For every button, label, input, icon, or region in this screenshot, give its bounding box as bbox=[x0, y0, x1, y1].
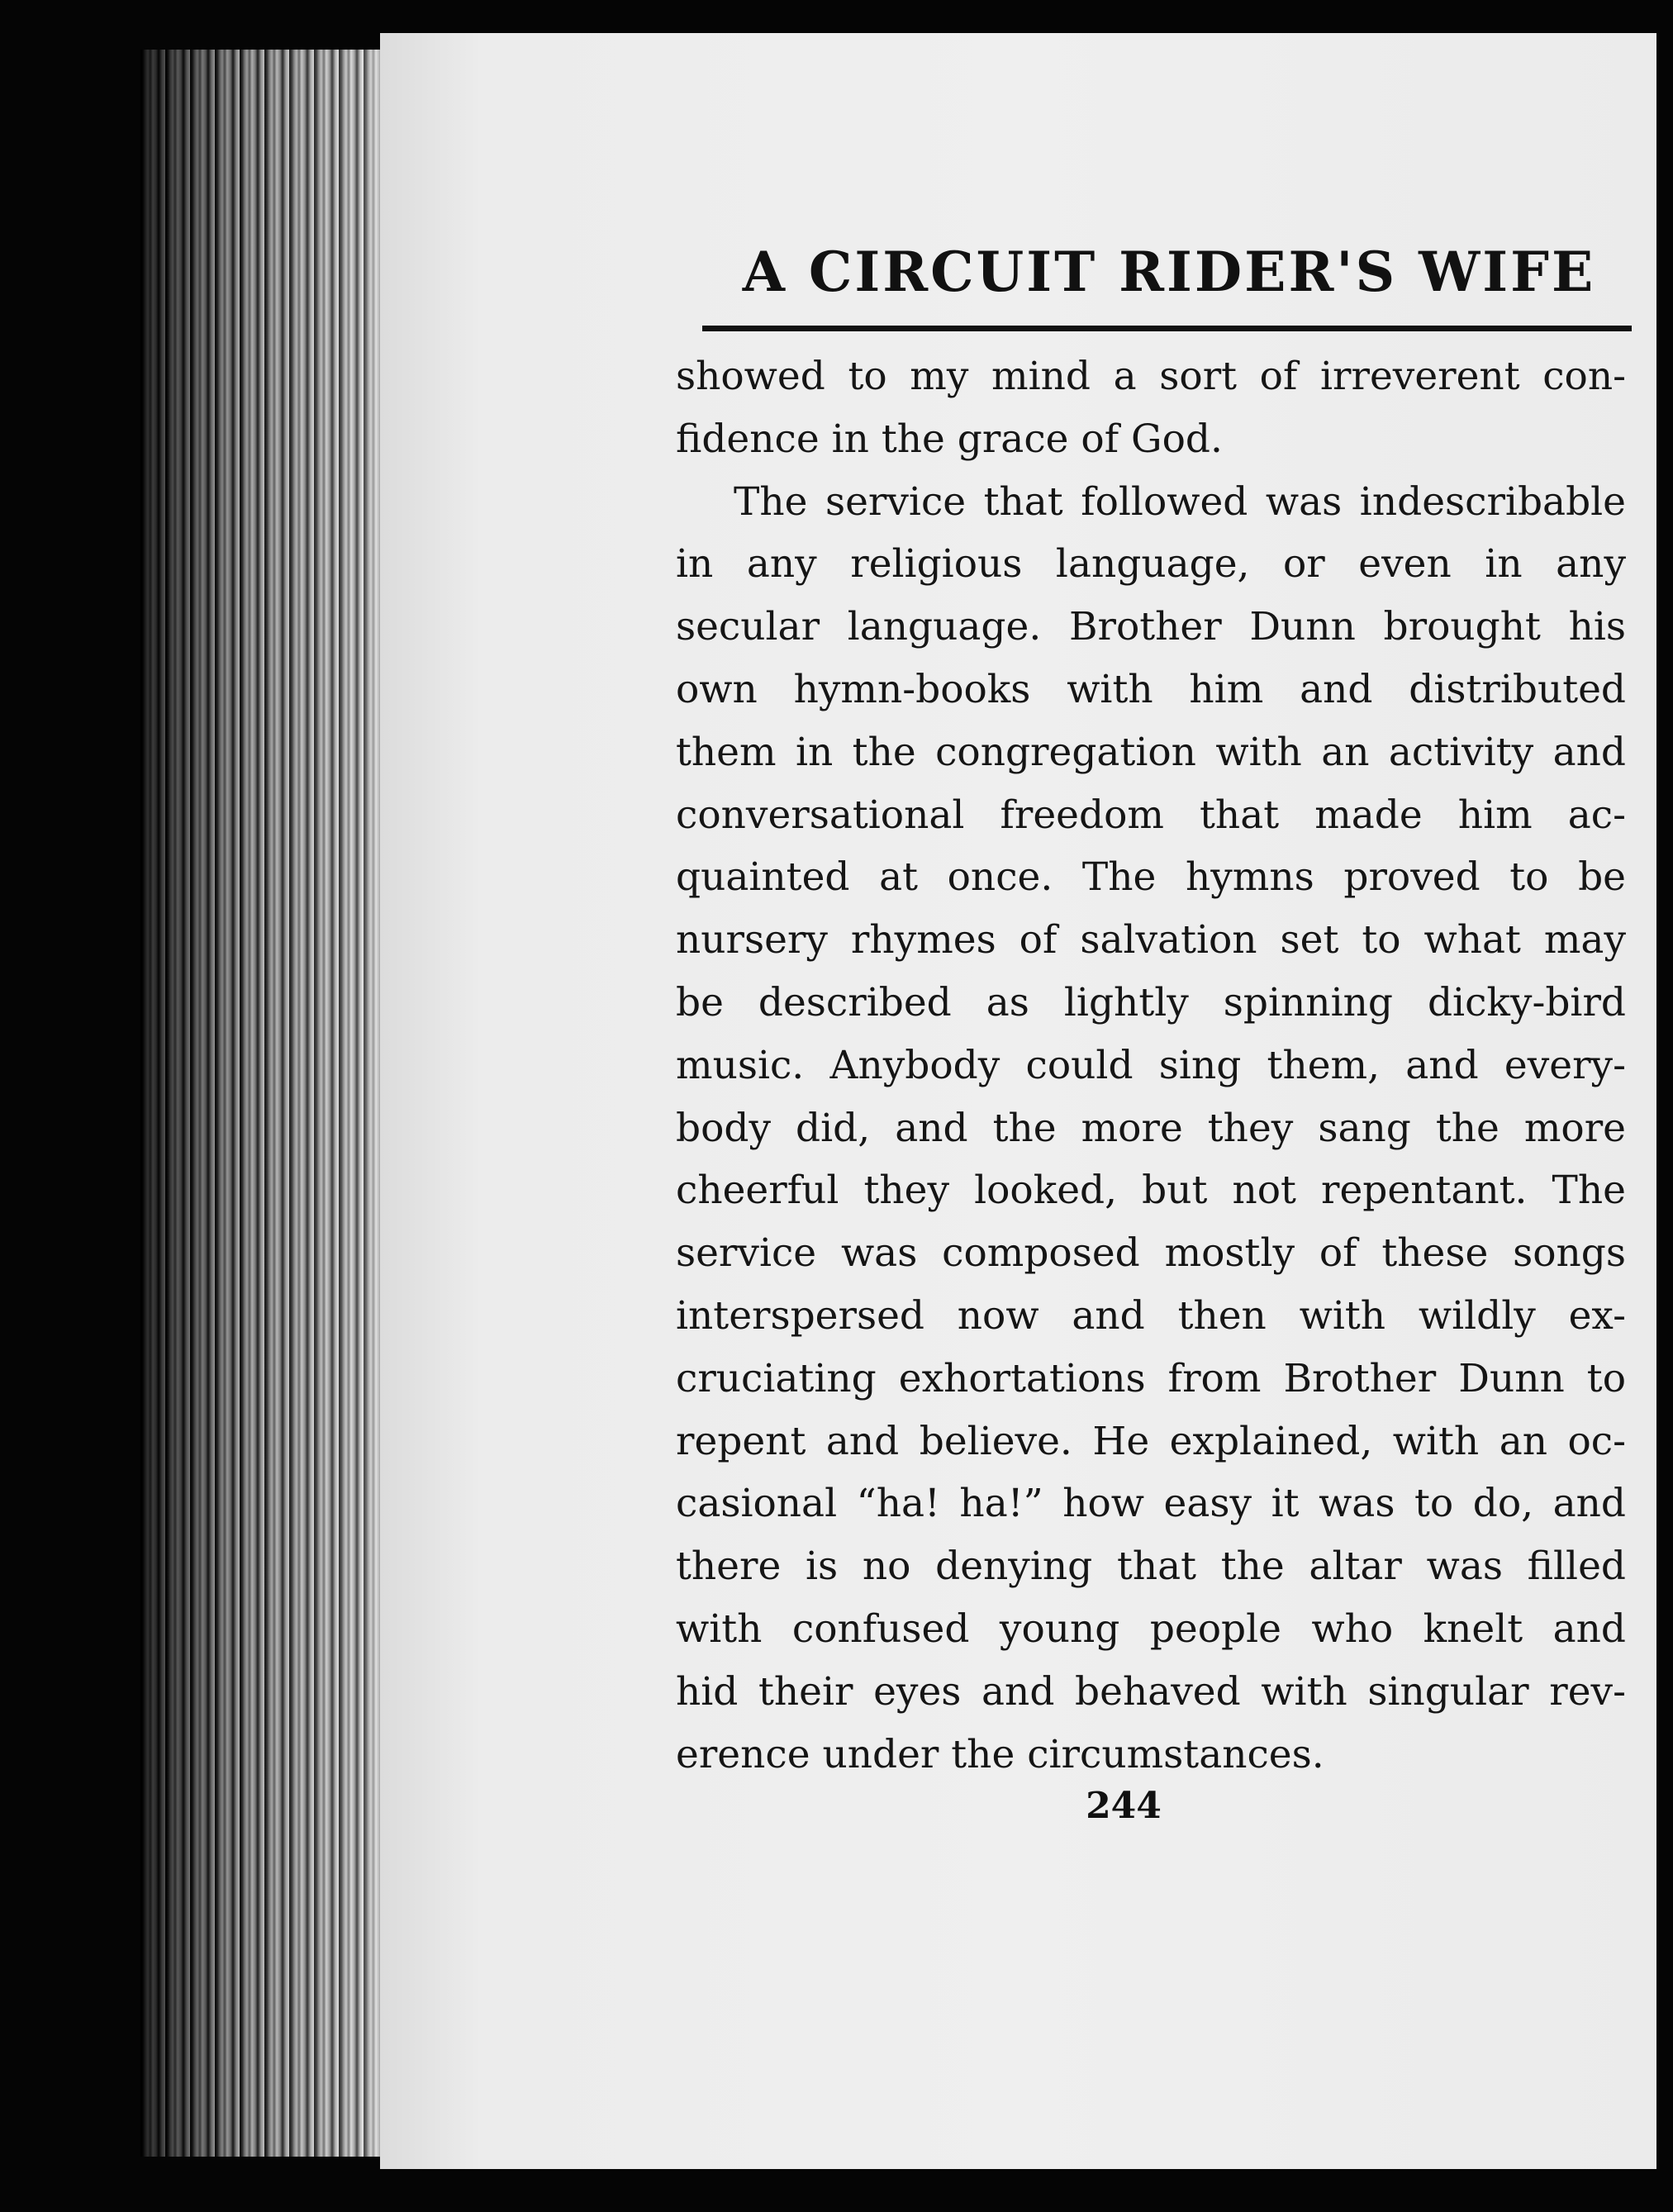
text-line: with confused young people who knelt and bbox=[676, 1605, 1626, 1652]
text-line: be described as lightly spinning dicky-bird bbox=[676, 979, 1626, 1025]
text-line: service was composed mostly of these songs bbox=[676, 1230, 1626, 1277]
page-number: 244 bbox=[1086, 1785, 1162, 1827]
header-rule bbox=[702, 326, 1632, 331]
text-line: quainted at once. The hymns proved to be bbox=[676, 854, 1626, 901]
text-line: interspersed now and then with wildly ex- bbox=[676, 1292, 1626, 1339]
text-line: them in the congregation with an activity and bbox=[676, 729, 1626, 775]
text-line: nursery rhymes of salvation set to what may bbox=[676, 917, 1626, 963]
text-line: repent and believe. He explained, with an oc- bbox=[676, 1418, 1626, 1464]
running-head: A CIRCUIT RIDER'S WIFE bbox=[742, 240, 1596, 304]
text-line: The service that followed was indescribable bbox=[734, 478, 1626, 525]
text-line: there is no denying that the altar was filled bbox=[676, 1544, 1626, 1590]
text-line: cheerful they looked, but not repentant. The bbox=[676, 1168, 1626, 1214]
text-line: body did, and the more they sang the more bbox=[676, 1105, 1626, 1151]
text-line: hid their eyes and behaved with singular rev- bbox=[676, 1668, 1626, 1715]
body-text bbox=[676, 345, 1626, 1786]
text-line: erence under the circumstances. bbox=[676, 1731, 1324, 1777]
text-line: casional “ha! ha!” how easy it was to do, and bbox=[676, 1481, 1626, 1527]
text-line: fidence in the grace of God. bbox=[676, 416, 1223, 462]
text-line: showed to my mind a sort of irreverent con- bbox=[676, 354, 1626, 399]
text-line: own hymn-books with him and distributed bbox=[676, 666, 1626, 712]
text-line: conversational freedom that made him ac- bbox=[676, 792, 1626, 838]
text-line: music. Anybody could sing them, and every- bbox=[676, 1042, 1626, 1088]
text-line: secular language. Brother Dunn brought his bbox=[676, 604, 1626, 650]
text-line: in any religious language, or even in any bbox=[676, 541, 1626, 587]
text-line: cruciating exhortations from Brother Dunn to bbox=[676, 1355, 1626, 1401]
